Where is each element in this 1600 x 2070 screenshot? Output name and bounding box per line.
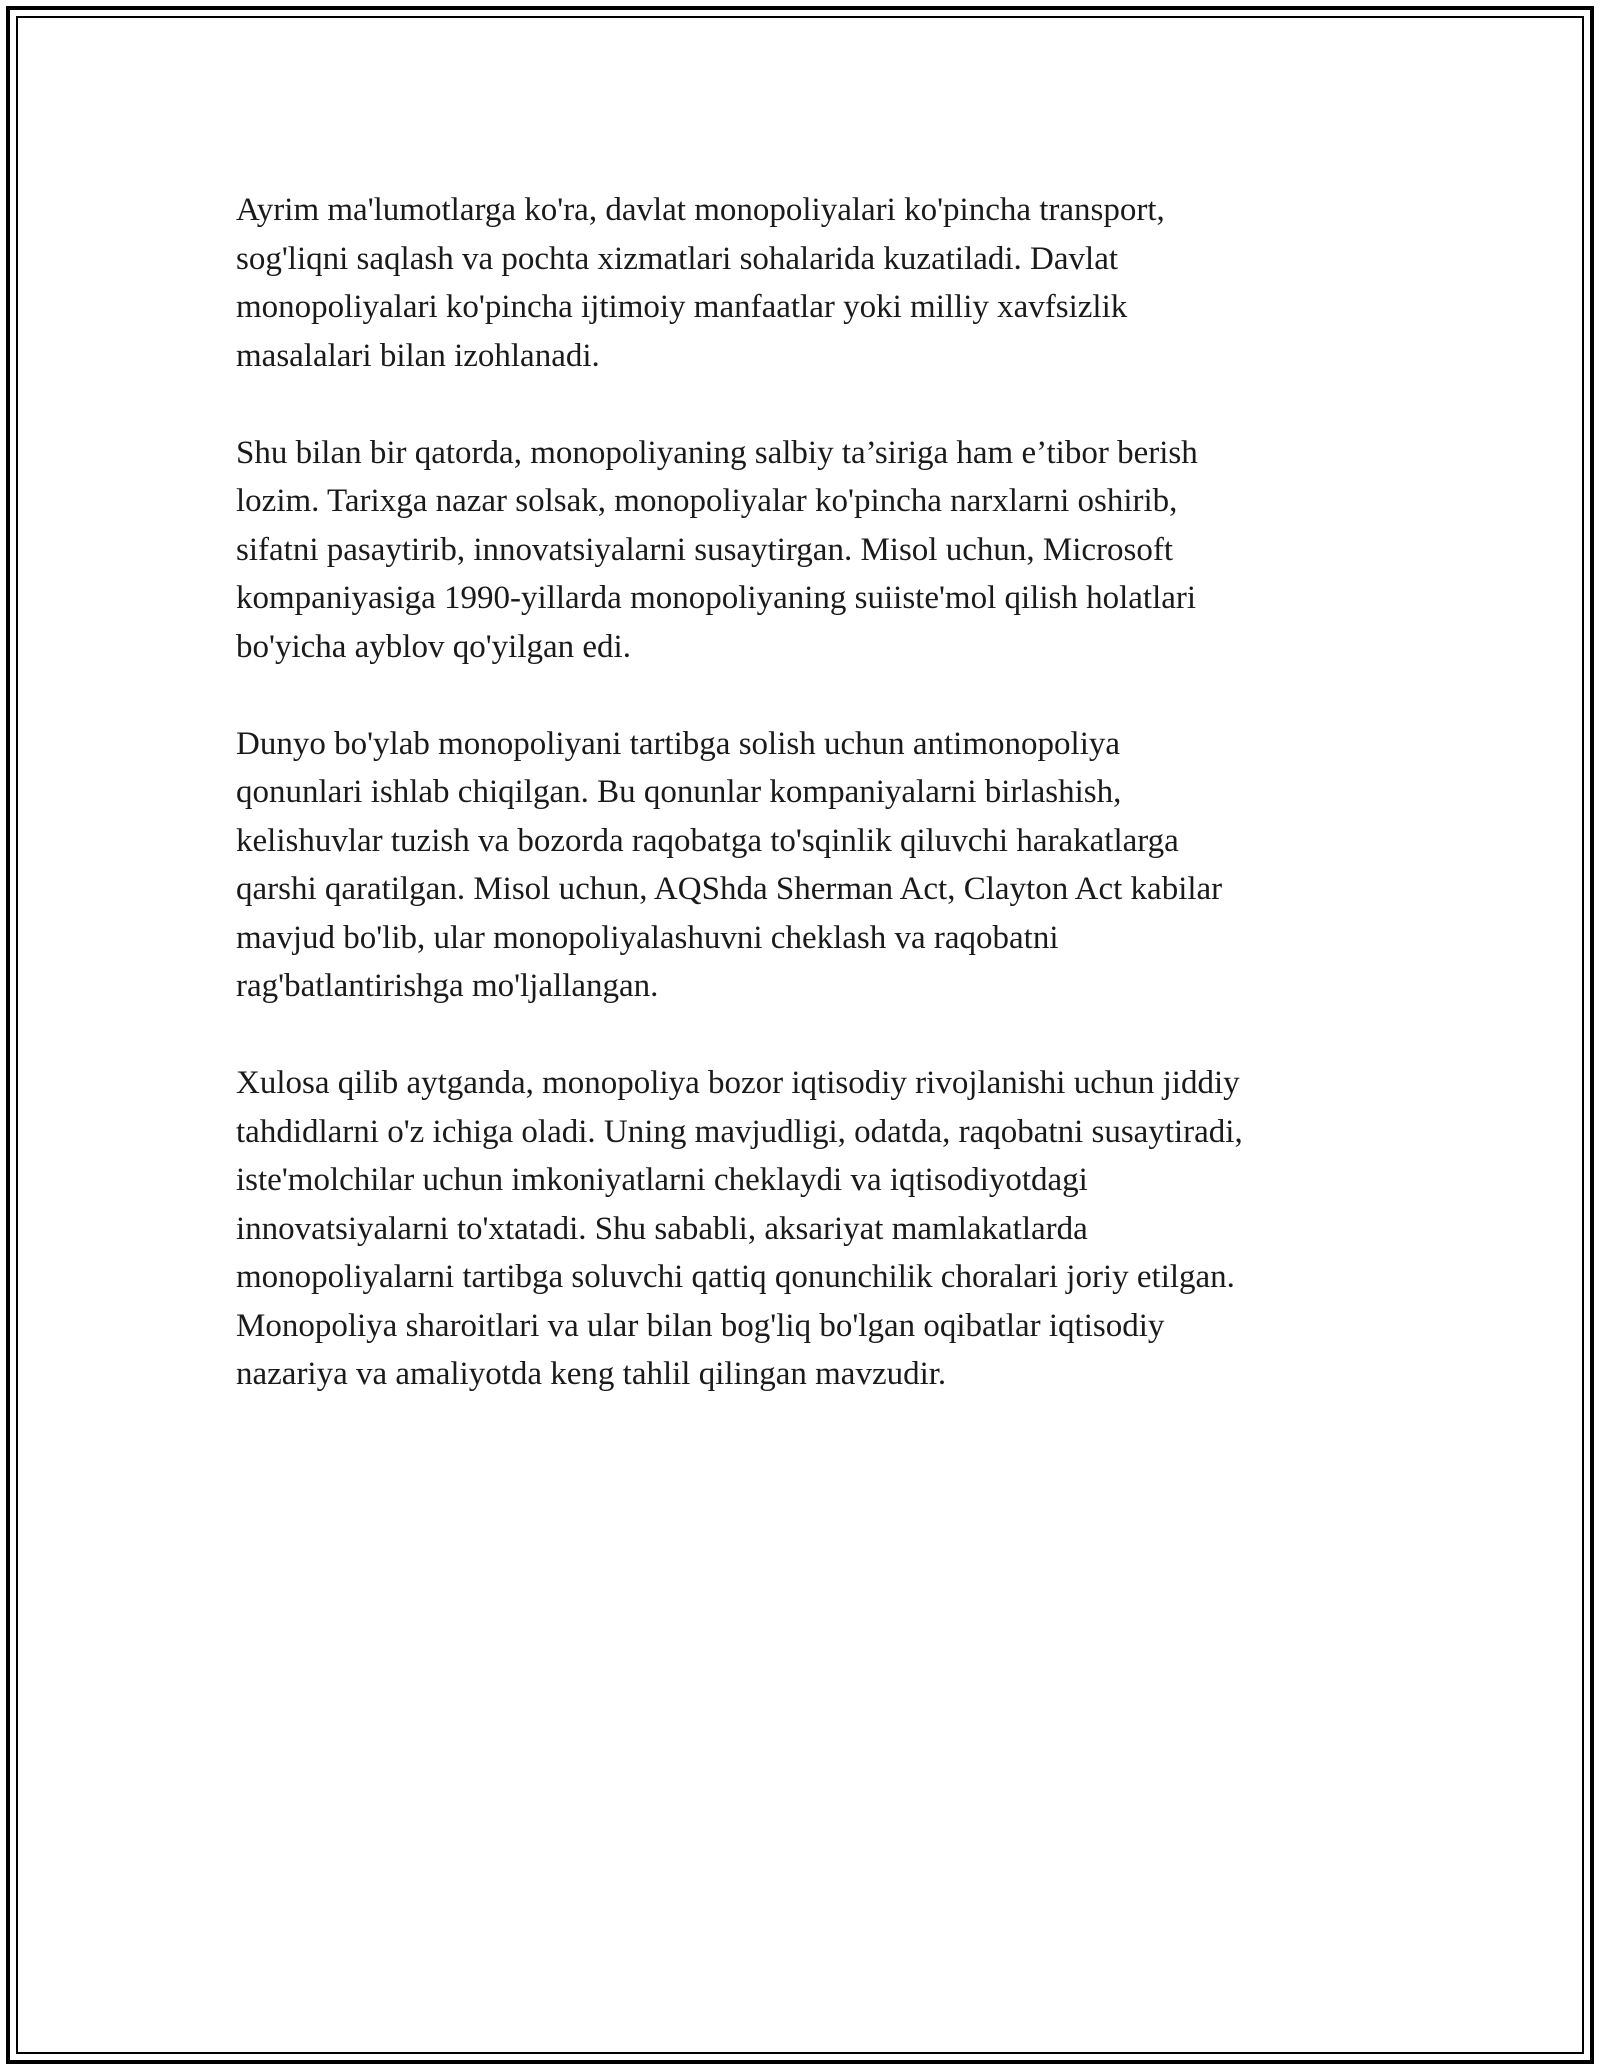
paragraph-2: [236, 429, 1376, 672]
text-line: Ayrim ma'lumotlarga ko'ra, davlat monopoliyalari ko'pincha transport,: [236, 192, 1165, 228]
text-line: Monopoliya sharoitlari va ular bilan bog'liq bo'lgan oqibatlar iqtisodiy: [236, 1307, 1165, 1344]
text-line: Xulosa qilib aytganda, monopoliya bozor iqtisodiy rivojlanishi uchun jiddiy: [236, 1065, 1240, 1101]
text-line: sog'liqni saqlash va pochta xizmatlari sohalarida kuzatiladi. Davlat: [236, 240, 1119, 277]
text-line: monopoliyalari ko'pincha ijtimoiy manfaatlar yoki milliy xavfsizlik: [236, 289, 1128, 325]
text-line: bo'yicha ayblov qo'yilgan edi.: [236, 628, 631, 665]
text-line: masalalari bilan izohlanadi.: [236, 337, 600, 374]
text-line: sifatni pasaytirib, innovatsiyalarni susaytirgan. Misol uchun, Microsoft: [236, 531, 1174, 568]
text-line: tahdidlarni o'z ichiga oladi. Uning mavjudligi, odatda, raqobatni susaytiradi,: [236, 1113, 1243, 1150]
text-line: Shu bilan bir qatorda, monopoliyaning salbiy ta’siriga ham e’tibor berish: [236, 434, 1198, 471]
text-line: innovatsiyalarni to'xtatadi. Shu sababli, aksariyat mamlakatlarda: [236, 1210, 1088, 1247]
text-line: kelishuvlar tuzish va bozorda raqobatga to'sqinlik qiluvchi harakatlarga: [236, 822, 1179, 859]
text-line: kompaniyasiga 1990-yillarda monopoliyaning suiiste'mol qilish holatlari: [236, 580, 1197, 616]
document-body: [236, 186, 1376, 1447]
text-line: lozim. Tarixga nazar solsak, monopoliyalar ko'pincha narxlarni oshirib,: [236, 483, 1178, 519]
text-line: mavjud bo'lib, ular monopoliyalashuvni cheklash va raqobatni: [236, 919, 1059, 956]
text-line: nazariya va amaliyotda keng tahlil qilingan mavzudir.: [236, 1356, 947, 1392]
paragraph-3: [236, 720, 1376, 1011]
text-line: qarshi qaratilgan. Misol uchun, AQShda Sherman Act, Clayton Act kabilar: [236, 871, 1223, 907]
paragraph-1: [236, 186, 1376, 380]
paragraph-4: [236, 1059, 1376, 1399]
text-line: rag'batlantirishga mo'ljallangan.: [236, 968, 659, 1004]
text-line: qonunlari ishlab chiqilgan. Bu qonunlar kompaniyalarni birlashish,: [236, 774, 1122, 810]
text-line: monopoliyalarni tartibga soluvchi qattiq qonunchilik choralari joriy etilgan.: [236, 1259, 1235, 1295]
text-line: Dunyo bo'ylab monopoliyani tartibga solish uchun antimonopoliya: [236, 725, 1121, 762]
text-line: iste'molchilar uchun imkoniyatlarni cheklaydi va iqtisodiyotdagi: [236, 1162, 1088, 1198]
